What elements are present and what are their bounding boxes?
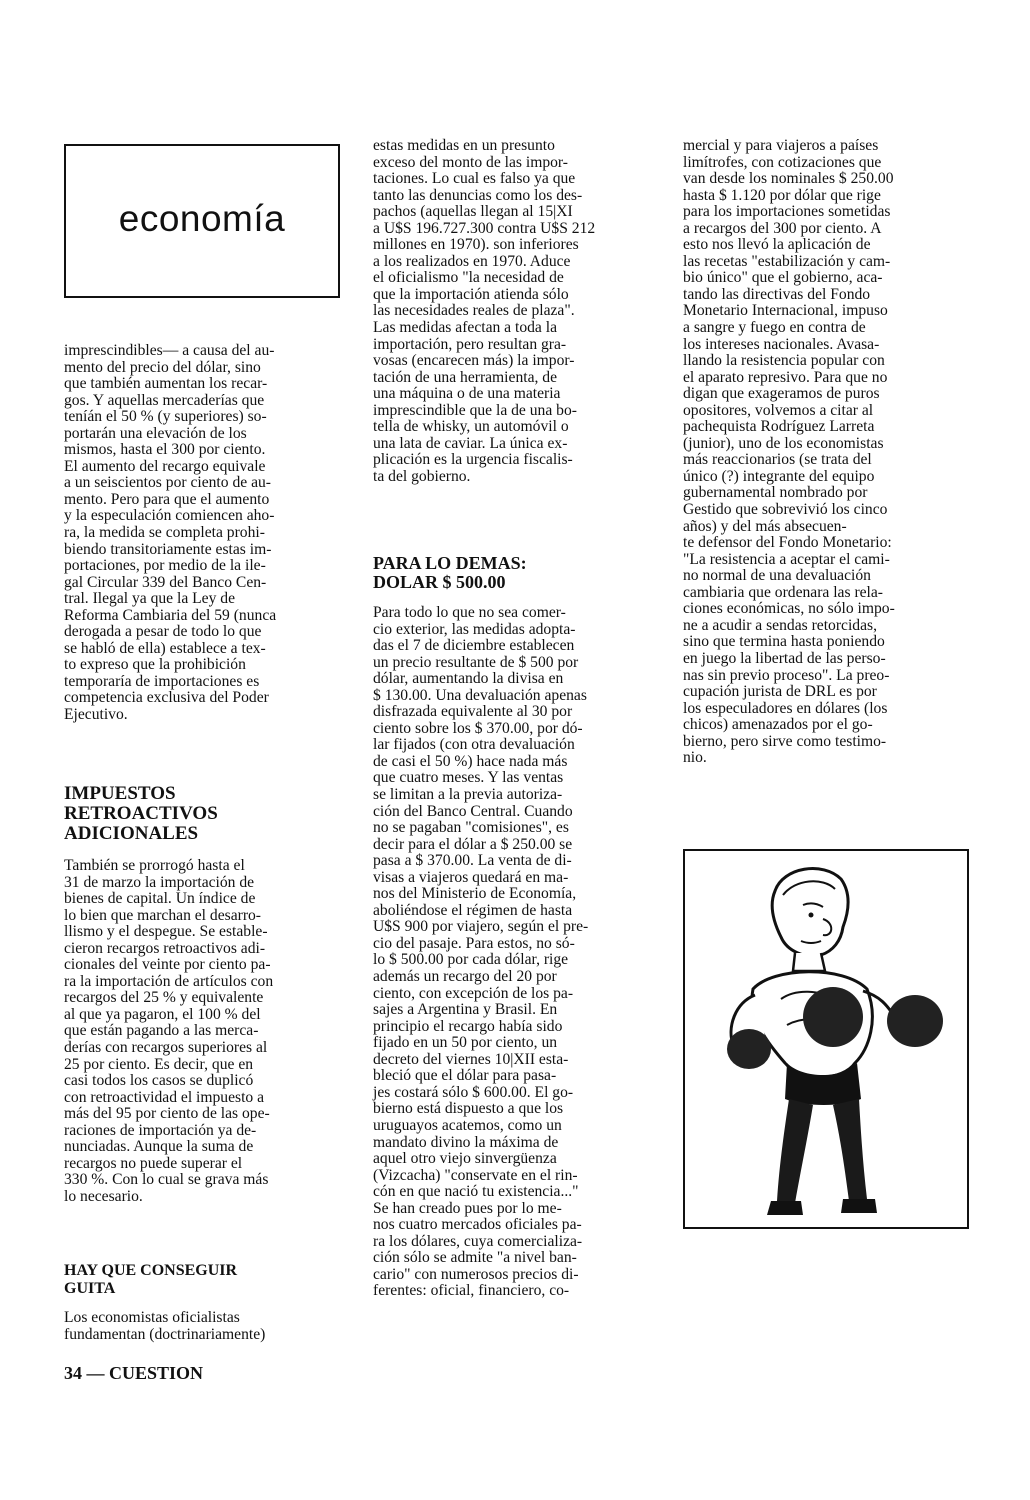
col2-paragraph-1: estas medidas en un presunto exceso del monto de las impor- taciones. Lo cual es falso ya que tanto las denuncias como los des- pachos (aquellas llegan al 15|XI a U$S 196.727.300 contra U$S 212 millones en 1970). son inferiores a los realizados en 1970. Aduce el oficialismo "la necesidad de que la importación atienda sólo las necesidades reales de plaza". Las medidas afectan a toda la importación, pero resultan gra- vosas (encarecen más) la impor- tación de una herramienta, de una máquina o de una materia imprescindible que la de una bo- tella de whisky, un automóvil o una lata de caviar. La única ex- plicación es la urgencia fiscalis- ta del gobierno.	[373, 137, 596, 485]
col1-paragraph-1: imprescindibles— a causa del au- mento del precio del dólar, sino que también aumentan los recar- gos. Y aquellas mercaderías que teníán el 50 % (y superiores) so- portarán una elevación de los mismos, hasta el 300 por ciento. El aumento del recargo equivale a un seiscientos por ciento de au- mento. Pero para que el aumento y la especulación comiencen aho- ra, la medida se completa prohi- biendo transitoriamente estas im- portaciones, por medio de la ile- gal Circular 339 del Banco Cen- tral. Ilegal ya que la Ley de Reforma Cambiaria del 59 (nunca derogada a pesar de todo lo que se habló de ella) establece a tex- to expreso que la prohibición temporaría de importaciones es competencia exclusiva del Poder Ejecutivo.	[64, 342, 277, 724]
page-footer: 34 — CUESTION	[64, 1363, 204, 1383]
section-header-box	[64, 144, 340, 298]
boxer-caricature-icon	[683, 849, 969, 1229]
col2-paragraph-2: Para todo lo que no sea comer- cio exterior, las medidas adopta- das el 7 de diciembre establecen un precio resultante de $ 500 por dólar, aumentando la divisa en $ 130.00. Una devaluación apenas disfrazada equivalente al 30 por ciento sobre los $ 370.00, por dó- lar fijados (con otra devaluación de casi el 50 %) hace nada más que cuatro meses. Y las ventas se limitan a la previa autoriza- ción del Banco Central. Cuando no se pagaban "comisiones", es decir para el dólar a $ 250.00 se pasa a $ 370.00. La venta de di- visas a viajeros quedará en ma- nos del Ministerio de Economía, aboliéndose el régimen de hasta U$S 900 por viajero, según el pre- cio del pasaje. Para estos, no só- lo $ 500.00 por cada dólar, rige además un recargo del 20 por ciento, con excepción de los pa- sajes a Argentina y Brasil. En principio el recargo había sido fijado en un 50 por ciento, un decreto del viernes 10|XII esta- bleció que el dólar para pasa- jes costará sólo $ 600.00. El go- bierno está dispuesto a que los uruguayos acatemos, como un mandato divino la máxima de aquel otro viejo sinvergüenza (Vizcacha) "conservate en el rin- cón en que nació tu existencia..." Se han creado pues por lo me- nos cuatro mercados oficiales pa- ra los dólares, cuya comercializa- ción sólo se admite "a nivel ban- cario" con numerosos precios di- ferentes: oficial, financiero, co-	[373, 604, 589, 1300]
col2-heading-dolar: PARA LO DEMAS: DOLAR $ 500.00	[373, 553, 527, 592]
col1-paragraph-2: También se prorrogó hasta el 31 de marzo la importación de bienes de capital. Un índice de lo bien que marchan el desarro- llismo y el despegue. Se estable- cieron recargos retroactivos adi- cionales del veinte por ciento pa- ra la importación de artículos con recargos del 25 % y equivalente al que ya pagaron, el 100 % del que están pagando a las merca- derías con recargos superiores al 25 por ciento. Es decir, que en casi todos los casos se duplicó con retroactividad el impuesto a más del 95 por ciento de las ope- raciones de importación ya de- nunciadas. Aunque la suma de recargos no puede superar el 330 %. Con lo cual se grava más lo necesario.	[64, 857, 274, 1205]
section-title: economía	[118, 198, 286, 239]
col1-heading-impuestos: IMPUESTOS RETROACTIVOS ADICIONALES	[64, 783, 218, 844]
col1-heading-guita: HAY QUE CONSEGUIR GUITA	[64, 1262, 238, 1297]
col3-paragraph-1: mercial y para viajeros a países limítrofes, con cotizaciones que van desde los nominales $ 250.00 hasta $ 1.120 por dólar que rige para los importaciones sometidas a recargos del 300 por ciento. A esto nos llevó la aplicación de las recetas "estabilización y cam- bio único" que el gobierno, aca- tando las directivas del Fondo Monetario Internacional, impuso a sangre y fuego en contra de los intereses nacionales. Avasa- llando la resistencia popular con el aparato represivo. Para que no digan que exageramos de puros opositores, volvemos a citar al pachequista Rodríguez Larreta (junior), uno de los economistas más reaccionarios (se trata del único (?) integrante del equipo gubernamental nombrado por Gestido que sobrevivió los cinco años) y del más absecuen- te defensor del Fondo Monetario: "La resistencia a aceptar el cami- no normal de una devaluación cambiaria que ordenara las rela- ciones económicas, no sólo impo- ne a acudir a sendas retorcidas, sino que termina hasta poniendo en juego la libertad de las perso- nas sin previo proceso". La preo- cupación jurista de DRL es por los especuladores en dólares (los chicos) amenazados por el go- bierno, pero sirve como testimo- nio.	[683, 137, 895, 767]
col1-paragraph-3: Los economistas oficialistas fundamentan (doctrinariamente)	[64, 1309, 266, 1343]
